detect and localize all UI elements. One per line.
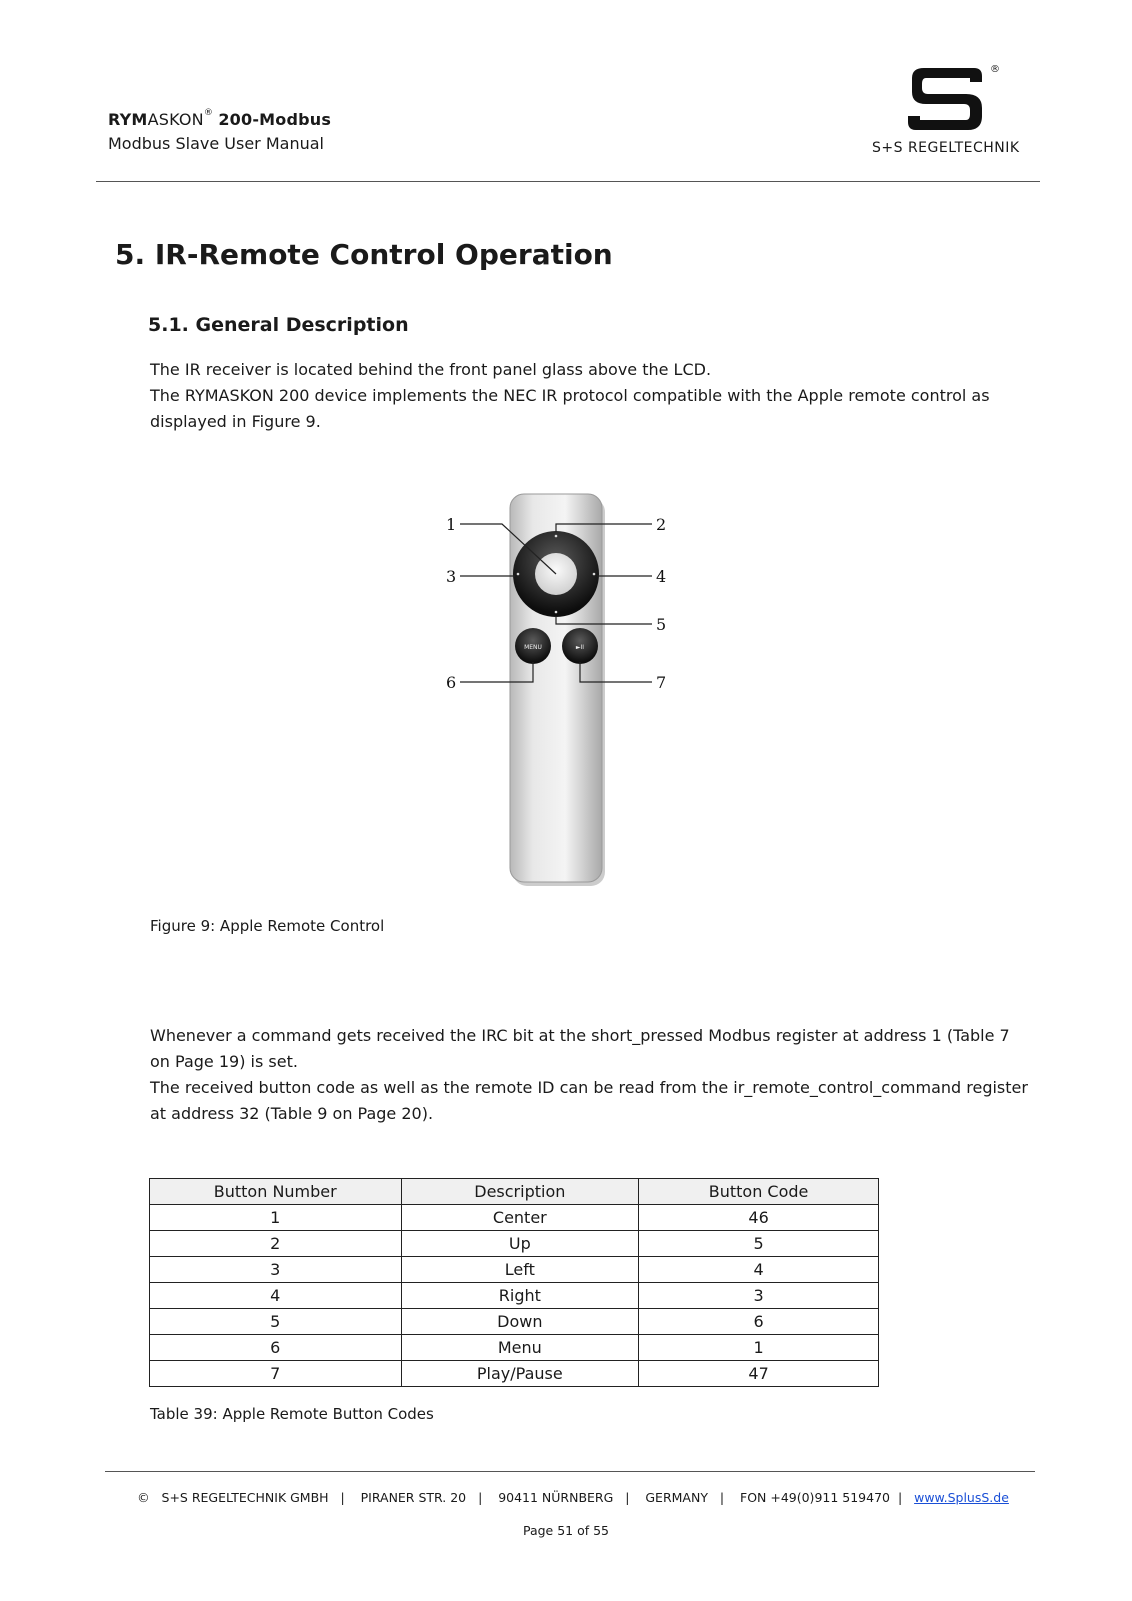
product-name-light: ASKON [147, 110, 204, 129]
cell-button-code: 5 [639, 1231, 879, 1257]
cell-description: Up [401, 1231, 639, 1257]
column-header-description: Description [401, 1179, 639, 1205]
callout-4: 4 [656, 567, 667, 586]
button-codes-table [149, 1178, 879, 1387]
table-row [150, 1335, 879, 1361]
table-header-row [150, 1179, 879, 1205]
ss-logo-icon [900, 64, 1030, 134]
manual-subtitle: Modbus Slave User Manual [108, 134, 324, 153]
cell-button-number: 5 [150, 1309, 402, 1335]
footer-city: 90411 NÜRNBERG [498, 1490, 614, 1505]
callout-2: 2 [656, 515, 667, 534]
table-row [150, 1283, 879, 1309]
paragraph-nec-protocol: The RYMASKON 200 device implements the NEC IR protocol compatible with the Apple remote control as displayed in Figure 9. [150, 386, 990, 431]
logo-text: S+S REGELTECHNIK [872, 140, 1020, 156]
cell-button-number: 7 [150, 1361, 402, 1387]
section-title: 5. IR-Remote Control Operation [115, 238, 613, 271]
footer-divider [105, 1471, 1035, 1472]
cell-button-number: 4 [150, 1283, 402, 1309]
footer-separator: | [478, 1490, 483, 1505]
table-row [150, 1205, 879, 1231]
cell-description: Menu [401, 1335, 639, 1361]
callout-6: 6 [446, 673, 457, 692]
copyright-symbol: © [137, 1490, 150, 1505]
footer-country: GERMANY [645, 1490, 708, 1505]
cell-button-number: 1 [150, 1205, 402, 1231]
footer-separator: | [897, 1490, 903, 1505]
table-row [150, 1231, 879, 1257]
column-header-button-number: Button Number [150, 1179, 402, 1205]
product-name [108, 110, 331, 129]
paragraph-receiver-location: The IR receiver is located behind the front panel glass above the LCD. [150, 360, 712, 379]
apple-remote-figure [420, 490, 720, 900]
play-pause-button-label: ►II [575, 644, 585, 651]
cell-button-code: 4 [639, 1257, 879, 1283]
column-header-button-code: Button Code [639, 1179, 879, 1205]
cell-button-code: 47 [639, 1361, 879, 1387]
apple-remote-illustration [420, 490, 720, 900]
footer-phone: FON +49(0)911 519470 [740, 1490, 890, 1505]
cell-description: Left [401, 1257, 639, 1283]
callout-5: 5 [656, 615, 667, 634]
footer-company: S+S REGELTECHNIK GMBH [161, 1490, 329, 1505]
table-row [150, 1309, 879, 1335]
callout-7: 7 [656, 673, 667, 692]
callout-1: 1 [446, 515, 457, 534]
subsection-title: 5.1. General Description [148, 314, 409, 336]
cell-button-number: 6 [150, 1335, 402, 1361]
footer-separator: | [719, 1490, 725, 1505]
cell-button-number: 2 [150, 1231, 402, 1257]
cell-button-code: 46 [639, 1205, 879, 1231]
page-number: Page 51 of 55 [522, 1523, 610, 1538]
website-link[interactable]: www.SplusS.de [914, 1490, 1009, 1505]
cell-button-code: 1 [639, 1335, 879, 1361]
cell-description: Down [401, 1309, 639, 1335]
table-row [150, 1361, 879, 1387]
table-row [150, 1257, 879, 1283]
figure-caption: Figure 9: Apple Remote Control [150, 917, 385, 935]
footer-separator: | [340, 1490, 345, 1505]
product-model: 200-Modbus [218, 110, 332, 129]
footer-separator: | [625, 1490, 630, 1505]
cell-button-code: 3 [639, 1283, 879, 1309]
product-name-bold: RYM [108, 110, 148, 129]
cell-description: Center [401, 1205, 639, 1231]
paragraph-irc-bit: Whenever a command gets received the IRC bit at the short_pressed Modbus register at address 1 (Table 7 on Page 19) is set. [150, 1026, 1010, 1071]
registered-mark: ® [203, 108, 214, 118]
cell-description: Play/Pause [401, 1361, 639, 1387]
table-caption: Table 39: Apple Remote Button Codes [150, 1405, 434, 1423]
footer-contact [108, 1490, 1038, 1505]
header-divider [96, 181, 1040, 182]
cell-description: Right [401, 1283, 639, 1309]
paragraph-button-code: The received button code as well as the remote ID can be read from the ir_remote_control_command register at address 32 (Table 9 on Page 20). [150, 1078, 1028, 1123]
cell-button-code: 6 [639, 1309, 879, 1335]
cell-button-number: 3 [150, 1257, 402, 1283]
footer-street: PIRANER STR. 20 [360, 1490, 467, 1505]
menu-button-label: MENU [524, 644, 542, 651]
callout-3: 3 [446, 567, 457, 586]
logo-registered-mark: ® [990, 64, 1000, 75]
